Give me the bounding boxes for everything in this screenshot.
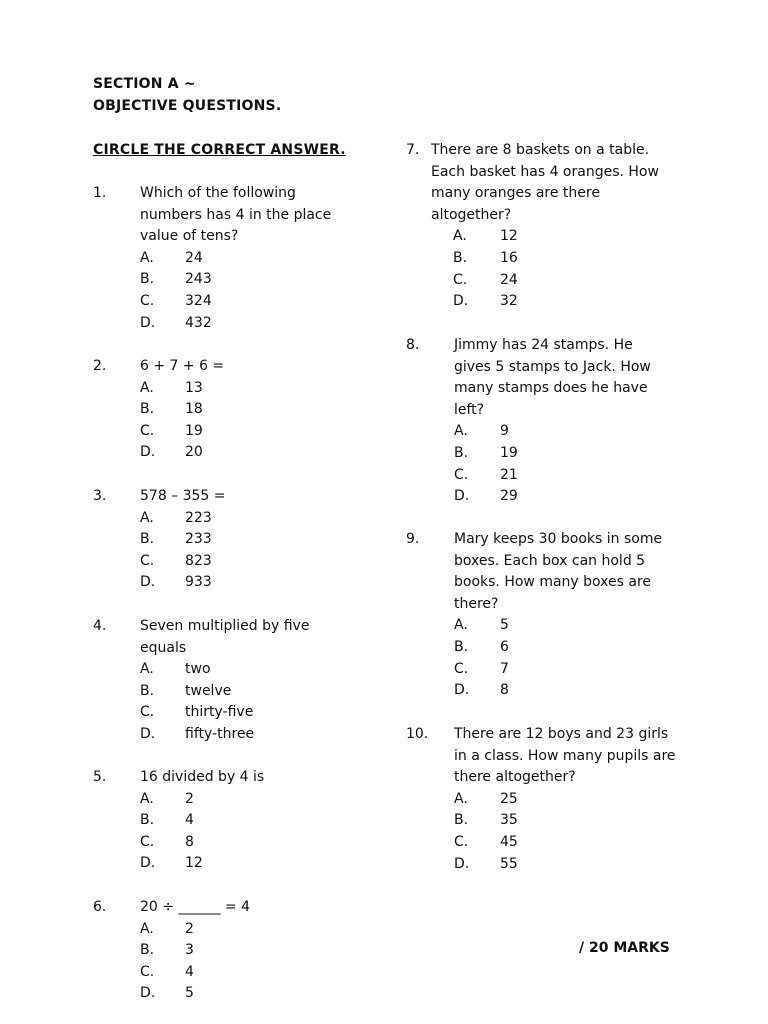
question-text bbox=[140, 183, 331, 248]
question-text-line: many oranges are there bbox=[431, 185, 600, 202]
option-value: 24 bbox=[500, 271, 518, 288]
question-text bbox=[431, 140, 659, 226]
option-value: 35 bbox=[500, 812, 518, 829]
question-text-line: gives 5 stamps to Jack. How bbox=[454, 358, 651, 375]
option-letter: B. bbox=[454, 812, 469, 829]
question-text-line: many stamps does he have bbox=[454, 380, 648, 397]
option-letter: B. bbox=[140, 401, 155, 418]
option-letter: C. bbox=[140, 963, 155, 980]
question-text bbox=[140, 767, 264, 789]
option-value: 3 bbox=[185, 942, 194, 959]
question-text bbox=[140, 486, 226, 508]
option-value: 5 bbox=[500, 617, 509, 634]
question-number: 5. bbox=[93, 769, 107, 785]
option-value: 21 bbox=[500, 466, 518, 483]
option-letter: B. bbox=[453, 249, 468, 266]
question-text bbox=[140, 616, 309, 659]
option-value: fifty-three bbox=[185, 725, 255, 742]
option-letter: B. bbox=[454, 638, 469, 655]
option-letter: A. bbox=[454, 790, 468, 807]
option-letter: C. bbox=[454, 660, 469, 677]
question-text-line: There are 8 baskets on a table. bbox=[431, 142, 650, 158]
question-text-line: Jimmy has 24 stamps. He bbox=[454, 337, 633, 353]
option-letter: C. bbox=[140, 833, 155, 850]
option-value: 432 bbox=[185, 314, 212, 331]
question-number: 6. bbox=[93, 899, 107, 915]
question-text-line: 6 + 7 + 6 = bbox=[140, 358, 225, 374]
option-letter: A. bbox=[454, 617, 468, 634]
question-text-line: left? bbox=[454, 401, 485, 418]
question-number: 9. bbox=[406, 531, 420, 547]
question-number: 2. bbox=[93, 358, 107, 374]
question-text-line: equals bbox=[140, 639, 187, 656]
option-value: 233 bbox=[185, 531, 212, 548]
question-text-line: there? bbox=[454, 595, 499, 612]
option-value: 55 bbox=[500, 855, 518, 872]
question-text-line: in a class. How many pupils are bbox=[454, 747, 676, 764]
option-letter: C. bbox=[140, 292, 155, 309]
option-letter: A. bbox=[140, 661, 154, 678]
option-letter: B. bbox=[140, 271, 155, 288]
question-text-line: numbers has 4 in the place bbox=[140, 206, 332, 223]
option-value: 24 bbox=[185, 249, 203, 266]
option-letter: B. bbox=[140, 942, 155, 959]
option-value: 32 bbox=[500, 293, 518, 310]
option-value: 823 bbox=[185, 552, 212, 569]
option-letter: D. bbox=[140, 985, 156, 1002]
option-letter: C. bbox=[454, 466, 469, 483]
question-number: 7. bbox=[406, 142, 420, 158]
option-letter: C. bbox=[140, 422, 155, 439]
section-title: SECTION A ~ bbox=[93, 76, 196, 92]
option-value: 4 bbox=[185, 812, 194, 829]
question-text bbox=[140, 356, 224, 378]
option-value: 25 bbox=[500, 790, 518, 807]
question-text-line: There are 12 boys and 23 girls bbox=[454, 726, 669, 742]
option-value: 8 bbox=[185, 833, 194, 850]
option-value: 8 bbox=[500, 682, 509, 699]
option-letter: D. bbox=[454, 682, 470, 699]
option-value: 20 bbox=[185, 444, 203, 461]
question-number: 8. bbox=[406, 337, 420, 353]
option-value: 12 bbox=[500, 228, 518, 245]
option-letter: D. bbox=[140, 444, 156, 461]
option-value: 7 bbox=[500, 660, 509, 677]
option-letter: B. bbox=[140, 682, 155, 699]
option-value: 9 bbox=[500, 423, 509, 440]
option-value: 18 bbox=[185, 401, 203, 418]
question-text-line: Which of the following bbox=[140, 185, 296, 201]
option-letter: D. bbox=[140, 314, 156, 331]
question-text-line: books. How many boxes are bbox=[454, 574, 652, 591]
option-value: 5 bbox=[185, 985, 194, 1002]
option-value: 2 bbox=[185, 790, 194, 807]
question-text bbox=[140, 897, 250, 919]
option-letter: A. bbox=[140, 249, 154, 266]
option-value: 6 bbox=[500, 638, 509, 655]
option-letter: B. bbox=[140, 812, 155, 829]
question-number: 1. bbox=[93, 185, 107, 201]
option-letter: B. bbox=[454, 444, 469, 461]
option-letter: D. bbox=[454, 488, 470, 505]
option-value: 2 bbox=[185, 920, 194, 937]
total-marks: / 20 MARKS bbox=[579, 940, 670, 956]
question-text-line: 578 – 355 = bbox=[140, 488, 226, 504]
question-text bbox=[454, 335, 651, 421]
option-letter: D. bbox=[140, 855, 156, 872]
option-letter: A. bbox=[454, 423, 468, 440]
question-text-line: boxes. Each box can hold 5 bbox=[454, 552, 646, 569]
option-value: 29 bbox=[500, 488, 518, 505]
instruction: CIRCLE THE CORRECT ANSWER. bbox=[93, 142, 346, 158]
question-text-line: value of tens? bbox=[140, 228, 239, 245]
option-letter: A. bbox=[140, 509, 154, 526]
question-number: 4. bbox=[93, 618, 107, 634]
option-letter: C. bbox=[140, 704, 155, 721]
option-value: 16 bbox=[500, 249, 518, 266]
question-text-line: altogether? bbox=[431, 206, 512, 223]
option-value: 19 bbox=[500, 444, 518, 461]
question-text-line: 16 divided by 4 is bbox=[140, 769, 265, 785]
question-text-line: there altogether? bbox=[454, 769, 576, 786]
option-value: thirty-five bbox=[185, 704, 254, 721]
option-value: twelve bbox=[185, 682, 232, 699]
option-letter: A. bbox=[140, 379, 154, 396]
option-value: 933 bbox=[185, 574, 212, 591]
option-letter: D. bbox=[140, 725, 156, 742]
option-letter: A. bbox=[140, 920, 154, 937]
option-letter: A. bbox=[140, 790, 154, 807]
question-number: 10. bbox=[406, 726, 429, 742]
option-value: 4 bbox=[185, 963, 194, 980]
option-value: 19 bbox=[185, 422, 203, 439]
option-value: 13 bbox=[185, 379, 203, 396]
option-value: 223 bbox=[185, 509, 212, 526]
section-subtitle: OBJECTIVE QUESTIONS. bbox=[93, 98, 282, 114]
question-text bbox=[454, 529, 662, 615]
option-value: 243 bbox=[185, 271, 212, 288]
question-text-line: 20 ÷ ______ = 4 bbox=[140, 899, 250, 915]
question-text-line: Mary keeps 30 books in some bbox=[454, 531, 663, 547]
option-value: 45 bbox=[500, 833, 518, 850]
option-letter: C. bbox=[453, 271, 468, 288]
option-value: two bbox=[185, 661, 211, 678]
option-letter: C. bbox=[454, 833, 469, 850]
option-letter: C. bbox=[140, 552, 155, 569]
option-letter: D. bbox=[453, 293, 469, 310]
question-text-line: Seven multiplied by five bbox=[140, 618, 310, 634]
option-letter: B. bbox=[140, 531, 155, 548]
option-letter: D. bbox=[454, 855, 470, 872]
question-text bbox=[454, 724, 676, 789]
option-value: 324 bbox=[185, 292, 212, 309]
option-letter: A. bbox=[453, 228, 467, 245]
question-text-line: Each basket has 4 oranges. How bbox=[431, 163, 659, 180]
option-letter: D. bbox=[140, 574, 156, 591]
option-value: 12 bbox=[185, 855, 203, 872]
question-number: 3. bbox=[93, 488, 107, 504]
